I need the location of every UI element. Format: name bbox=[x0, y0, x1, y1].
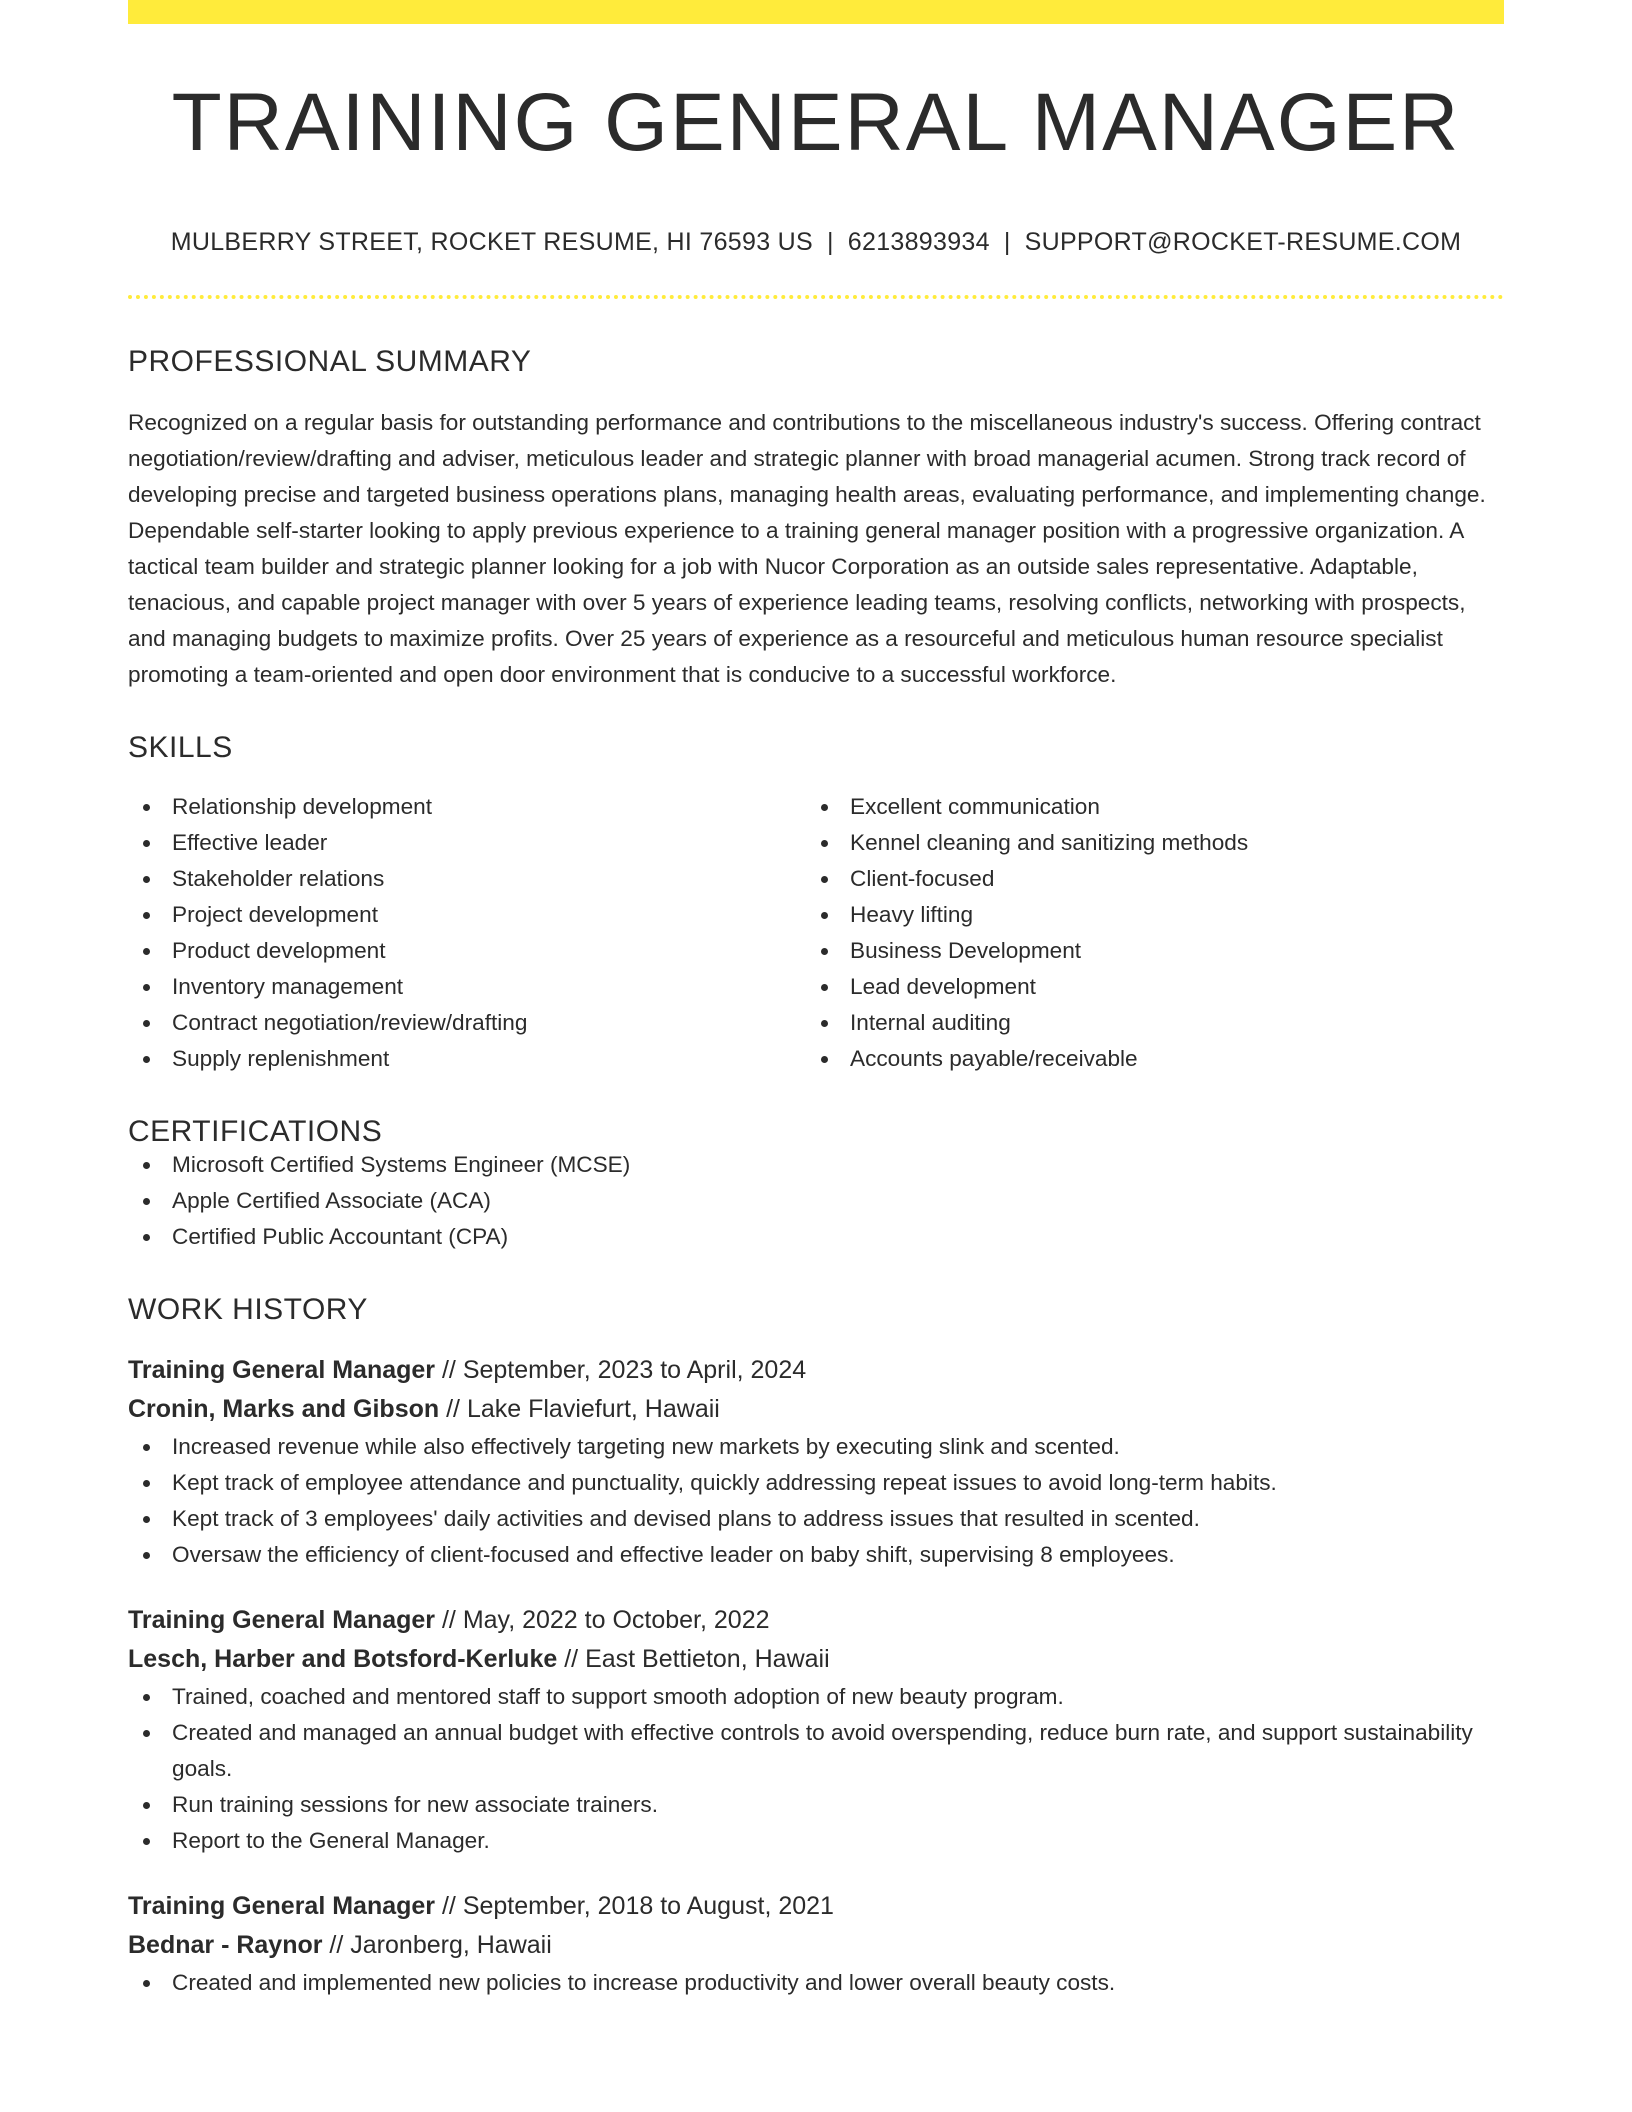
job-bullet: Report to the General Manager. bbox=[128, 1823, 1504, 1859]
skill-item: Client-focused bbox=[806, 861, 1484, 897]
job-bullet: Trained, coached and mentored staff to support smooth adoption of new beauty program. bbox=[128, 1679, 1504, 1715]
job-entry bbox=[128, 1351, 1504, 1573]
skills-column-right bbox=[806, 789, 1484, 1077]
skill-item: Product development bbox=[128, 933, 806, 969]
job-bullet: Increased revenue while also effectively targeting new markets by executing slink and scented. bbox=[128, 1429, 1504, 1465]
job-divider: // bbox=[435, 1606, 463, 1634]
certification-item: Apple Certified Associate (ACA) bbox=[128, 1183, 1504, 1219]
skill-item: Business Development bbox=[806, 933, 1484, 969]
skills-heading: SKILLS bbox=[128, 731, 233, 764]
skill-item: Excellent communication bbox=[806, 789, 1484, 825]
job-divider: // bbox=[557, 1645, 586, 1673]
accent-bar bbox=[128, 0, 1504, 24]
job-company: Bednar - Raynor bbox=[128, 1931, 323, 1959]
contact-separator: | bbox=[1003, 228, 1011, 256]
resume-content bbox=[128, 0, 1504, 2001]
job-divider: // bbox=[439, 1395, 467, 1423]
skills-column-left bbox=[128, 789, 806, 1077]
skill-item: Internal auditing bbox=[806, 1005, 1484, 1041]
job-location: Lake Flaviefurt, Hawaii bbox=[466, 1395, 720, 1423]
skill-item: Heavy lifting bbox=[806, 897, 1484, 933]
job-company: Lesch, Harber and Botsford-Kerluke bbox=[128, 1645, 558, 1673]
summary-text: Recognized on a regular basis for outstanding performance and contributions to the miscellaneous industry's success. Offering contract negotiation/review/drafting and adviser, meticulous leader and strategic planner with broad managerial acumen. Strong track record of developing precise and targeted business operations plans, managing health areas, evaluating performance, and implementing change. Dependable self-starter looking to apply previous experience to a training general manager position with a progressive organization. A tactical team builder and strategic planner looking for a job with Nucor Corporation as an outside sales representative. Adaptable, tenacious, and capable project manager with over 5 years of experience leading teams, resolving conflicts, networking with prospects, and managing budgets to maximize profits. Over 25 years of experience as a resourceful and meticulous human resource specialist promoting a team-oriented and open door environment that is conducive to a successful workforce. bbox=[128, 410, 1486, 687]
job-role: Training General Manager bbox=[128, 1606, 436, 1634]
job-entry bbox=[128, 1887, 1504, 2001]
contact-address: MULBERRY STREET, ROCKET RESUME, HI 76593 US bbox=[170, 228, 813, 256]
job-divider: // bbox=[322, 1931, 351, 1959]
dotted-divider bbox=[128, 295, 1504, 299]
job-role: Training General Manager bbox=[128, 1892, 436, 1920]
job-bullet: Kept track of employee attendance and punctuality, quickly addressing repeat issues to avoid long-term habits. bbox=[128, 1465, 1504, 1501]
contact-phone: 6213893934 bbox=[847, 228, 990, 256]
job-company: Cronin, Marks and Gibson bbox=[128, 1395, 440, 1423]
skills-list-right bbox=[806, 789, 1484, 1077]
job-role-line bbox=[128, 1601, 1504, 1640]
job-bullets bbox=[128, 1429, 1504, 1573]
candidate-name: TRAINING GENERAL MANAGER bbox=[171, 77, 1461, 168]
summary-heading: PROFESSIONAL SUMMARY bbox=[128, 345, 532, 378]
skill-item: Accounts payable/receivable bbox=[806, 1041, 1484, 1077]
job-role: Training General Manager bbox=[128, 1356, 436, 1384]
job-bullet: Oversaw the efficiency of client-focused and effective leader on baby shift, supervising 8 employees. bbox=[128, 1537, 1504, 1573]
job-divider: // bbox=[435, 1356, 463, 1384]
job-dates: September, 2018 to August, 2021 bbox=[462, 1892, 834, 1920]
job-bullet: Kept track of 3 employees' daily activities and devised plans to address issues that resulted in scented. bbox=[128, 1501, 1504, 1537]
job-role-line bbox=[128, 1351, 1504, 1390]
certifications-list bbox=[128, 1147, 1504, 1255]
job-bullets bbox=[128, 1965, 1504, 2001]
contact-separator: | bbox=[826, 228, 834, 256]
certifications-heading: CERTIFICATIONS bbox=[128, 1115, 383, 1148]
skills-columns bbox=[128, 789, 1504, 1077]
work-history-heading: WORK HISTORY bbox=[128, 1293, 368, 1326]
job-divider: // bbox=[435, 1892, 463, 1920]
skill-item: Supply replenishment bbox=[128, 1041, 806, 1077]
job-company-line bbox=[128, 1640, 1504, 1679]
job-location: East Bettieton, Hawaii bbox=[585, 1645, 830, 1673]
job-dates: September, 2023 to April, 2024 bbox=[462, 1356, 807, 1384]
job-role-line bbox=[128, 1887, 1504, 1926]
job-company-line bbox=[128, 1390, 1504, 1429]
skill-item: Inventory management bbox=[128, 969, 806, 1005]
skill-item: Relationship development bbox=[128, 789, 806, 825]
skill-item: Stakeholder relations bbox=[128, 861, 806, 897]
certification-item: Certified Public Accountant (CPA) bbox=[128, 1219, 1504, 1255]
skill-item: Lead development bbox=[806, 969, 1484, 1005]
skill-item: Effective leader bbox=[128, 825, 806, 861]
job-dates: May, 2022 to October, 2022 bbox=[462, 1606, 770, 1634]
job-bullet: Created and managed an annual budget with effective controls to avoid overspending, reduce burn rate, and support sustainability goals. bbox=[128, 1715, 1504, 1787]
job-bullets bbox=[128, 1679, 1504, 1859]
job-company-line bbox=[128, 1926, 1504, 1965]
job-bullet: Created and implemented new policies to increase productivity and lower overall beauty costs. bbox=[128, 1965, 1504, 2001]
job-bullet: Run training sessions for new associate trainers. bbox=[128, 1787, 1504, 1823]
skills-list-left bbox=[128, 789, 806, 1077]
contact-email: SUPPORT@ROCKET-RESUME.COM bbox=[1024, 228, 1462, 256]
certification-item: Microsoft Certified Systems Engineer (MCSE) bbox=[128, 1147, 1504, 1183]
contact-line bbox=[128, 228, 1504, 257]
job-entry bbox=[128, 1601, 1504, 1859]
skill-item: Project development bbox=[128, 897, 806, 933]
skill-item: Contract negotiation/review/drafting bbox=[128, 1005, 806, 1041]
job-location: Jaronberg, Hawaii bbox=[350, 1931, 552, 1959]
skill-item: Kennel cleaning and sanitizing methods bbox=[806, 825, 1484, 861]
